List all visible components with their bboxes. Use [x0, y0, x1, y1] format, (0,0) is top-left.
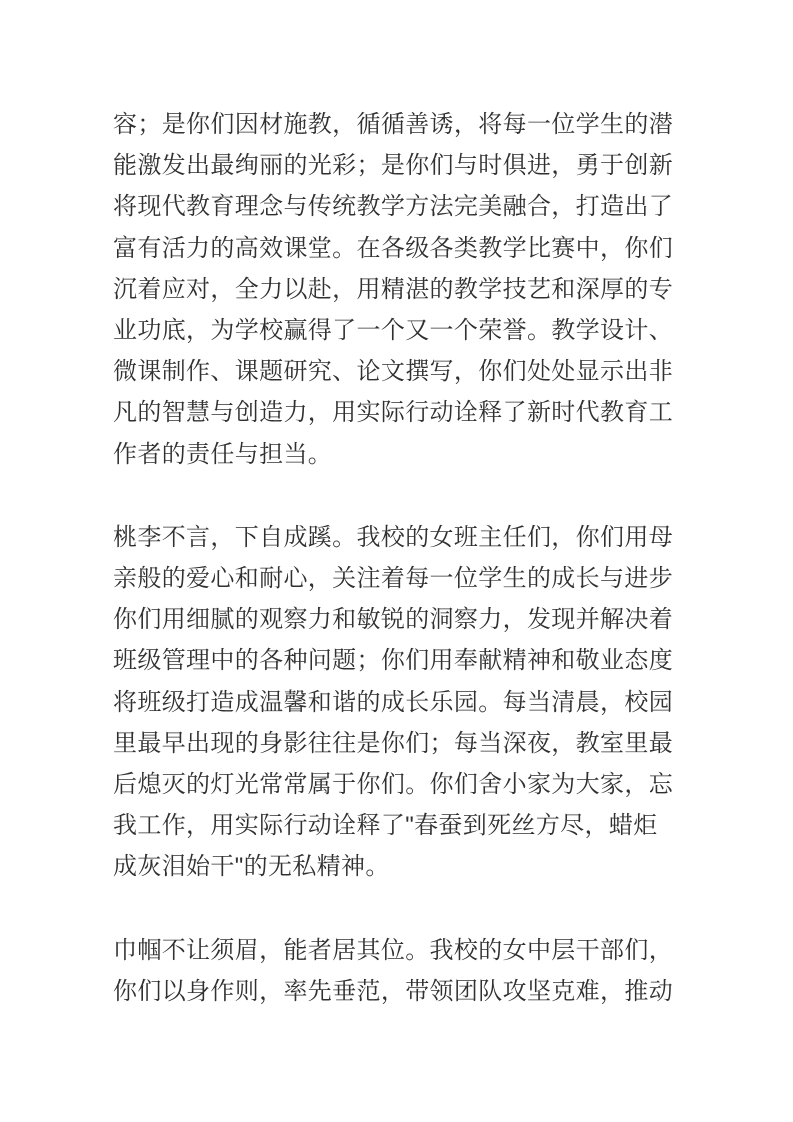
- paragraph: [113, 930, 675, 1012]
- text-line: 后熄灭的灯光常常属于你们。你们舍小家为大家，忘: [113, 771, 674, 799]
- text-line: 巾帼不让须眉，能者居其位。我校的女中层干部们，: [113, 936, 674, 964]
- text-line: 凡的智慧与创造力，用实际行动诠释了新时代教育工: [113, 399, 674, 427]
- text-line: 里最早出现的身影往往是你们；每当深夜，教室里最: [113, 729, 674, 757]
- text-line: 沉着应对，全力以赴，用精湛的教学技艺和深厚的专: [113, 275, 674, 303]
- document-body: [113, 104, 675, 1012]
- text-line: 成灰泪始干"的无私精神。: [113, 853, 390, 881]
- text-line: 将现代教育理念与传统教学方法完美融合，打造出了: [113, 193, 674, 221]
- text-line: 能激发出最绚丽的光彩；是你们与时俱进，勇于创新: [113, 152, 674, 180]
- paragraph: [113, 104, 675, 475]
- text-line: 桃李不言，下自成蹊。我校的女班主任们，你们用母: [113, 523, 674, 551]
- paragraph: [113, 517, 675, 888]
- text-line: 富有活力的高效课堂。在各级各类教学比赛中，你们: [113, 234, 674, 262]
- text-line: 将班级打造成温馨和谐的成长乐园。每当清晨，校园: [113, 688, 674, 716]
- text-line: 亲般的爱心和耐心，关注着每一位学生的成长与进步: [113, 565, 674, 593]
- text-line: 你们用细腻的观察力和敏锐的洞察力，发现并解决着: [113, 606, 674, 634]
- text-line: 业功底，为学校赢得了一个又一个荣誉。教学设计、: [113, 317, 674, 345]
- text-line: 班级管理中的各种问题；你们用奉献精神和敬业态度: [113, 647, 674, 675]
- text-line: 作者的责任与担当。: [113, 440, 333, 468]
- text-line: 容；是你们因材施教，循循善诱，将每一位学生的潜: [113, 111, 674, 138]
- text-line: 我工作，用实际行动诠释了"春蚕到死丝方尽，蜡炬: [113, 812, 658, 840]
- text-line: 微课制作、课题研究、论文撰写，你们处处显示出非: [113, 358, 674, 386]
- text-line: 你们以身作则，率先垂范，带领团队攻坚克难，推动: [113, 977, 674, 1005]
